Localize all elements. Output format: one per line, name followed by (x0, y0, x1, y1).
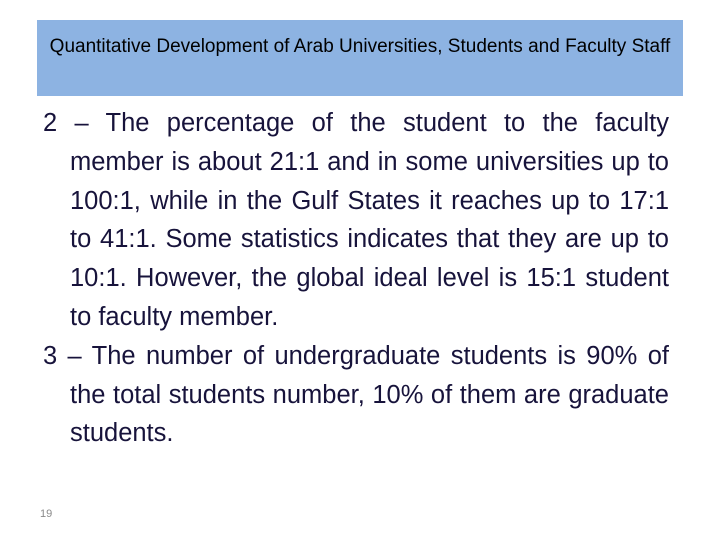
page-number: 19 (40, 508, 53, 520)
title-banner (37, 20, 683, 96)
paragraph-item: 2 – The percentage of the student to the faculty member is about 21:1 and in some universities up to 100:1, while in the Gulf States it reaches up to 17:1 to 41:1. Some statistics indicates that they are up to 10:1. However, the global ideal level is 15:1 student to faculty member. (43, 109, 669, 331)
paragraph-item: 3 – The number of undergraduate students is 90% of the total students number, 10% of them are graduate students. (43, 341, 669, 448)
slide-body (43, 104, 669, 453)
slide-title: Quantitative Development of Arab Universities, Students and Faculty Staff (49, 36, 671, 57)
